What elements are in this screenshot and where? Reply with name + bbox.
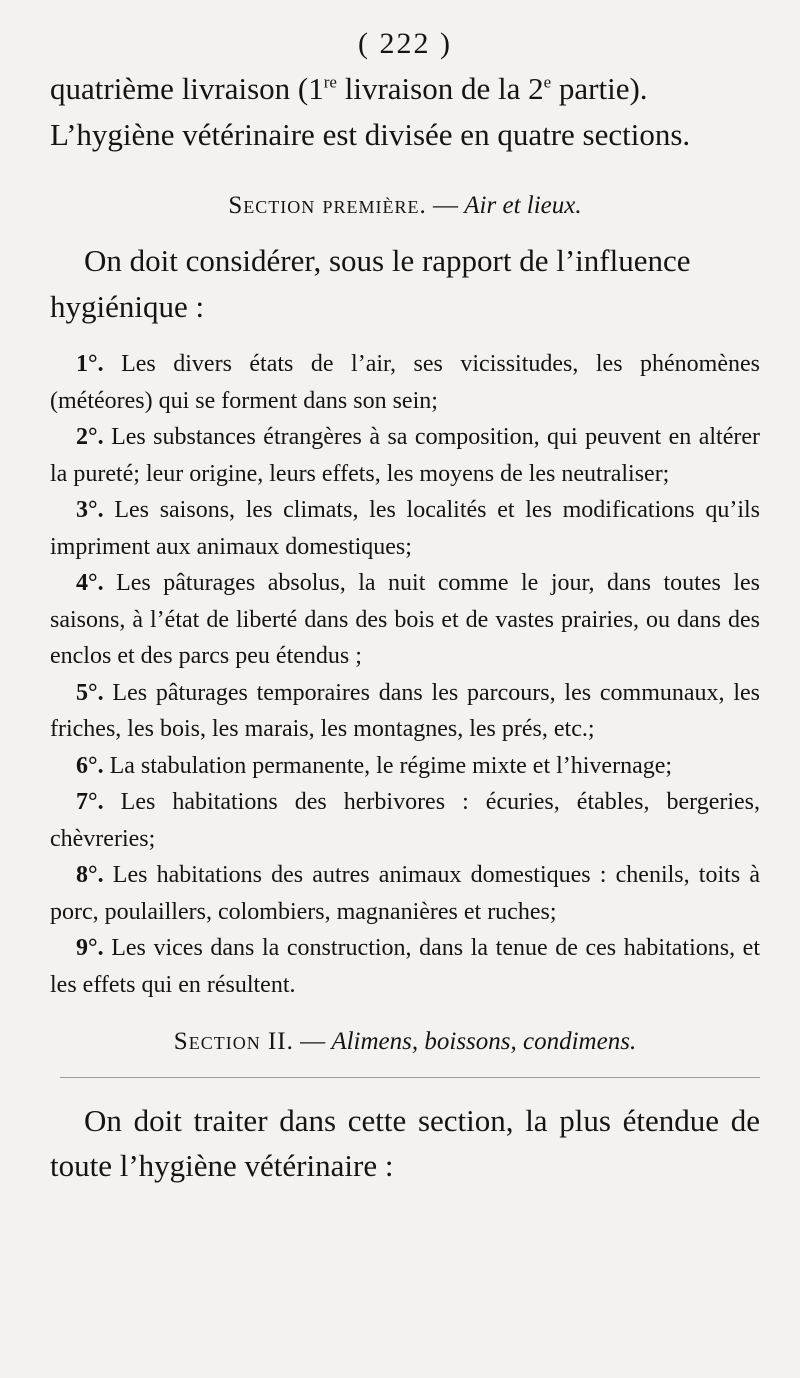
item-number: 9°. <box>76 935 104 961</box>
superscript-re: re <box>323 72 337 92</box>
section-1-title: Air et lieux. <box>464 192 582 219</box>
continuation-line2: L’hygiène vétérinaire est divisée en quatre sections. <box>50 117 691 152</box>
item-number: 8°. <box>76 862 104 888</box>
item-text: Les habitations des herbivores : écuries, étables, bergeries, chèvreries; <box>50 789 760 852</box>
section-1-heading <box>50 178 760 234</box>
superscript-e: e <box>543 72 552 92</box>
divider <box>60 1077 760 1078</box>
item-text: La stabulation permanente, le régime mixte et l’hivernage; <box>103 752 673 779</box>
list-item <box>50 565 760 675</box>
item-text: Les habitations des autres animaux domestiques : chenils, toits à porc, poulaillers, colombiers, magnanières et ruches; <box>50 862 760 925</box>
continuation-text <box>50 66 760 158</box>
list-item <box>50 748 760 785</box>
list-item <box>50 930 760 1003</box>
item-number: 1°. <box>76 351 104 377</box>
list-item <box>50 675 760 748</box>
item-text: Les saisons, les climats, les localités et les modifications qu’ils impriment aux animaux domestiques; <box>50 497 760 560</box>
item-text: Les substances étrangères à sa composition, qui peuvent en altérer la pureté; leur origine, leurs effets, les moyens de les neutraliser; <box>50 424 760 487</box>
item-text: Les vices dans la construction, dans la tenue de ces habitations, et les effets qui en résultent. <box>50 935 760 998</box>
item-number: 6°. <box>76 752 104 779</box>
item-number: 4°. <box>76 570 104 596</box>
continuation-part3: partie). <box>551 71 648 106</box>
item-number: 3°. <box>76 497 104 523</box>
item-text: Les pâturages temporaires dans les parcours, les communaux, les friches, les bois, les marais, les montagnes, les prés, etc.; <box>50 679 760 742</box>
continuation-part1: quatrième livraison (1 <box>50 71 324 106</box>
continuation-part2: livraison de la 2 <box>336 71 544 106</box>
section-2-label: Section II. <box>173 1028 294 1055</box>
list-item <box>50 346 760 419</box>
section-1-items <box>50 346 760 1003</box>
item-number: 7°. <box>76 789 104 815</box>
list-item <box>50 784 760 857</box>
list-item <box>50 492 760 565</box>
item-number: 2°. <box>76 424 104 450</box>
section-2-heading <box>50 1013 760 1071</box>
item-text: Les pâturages absolus, la nuit comme le jour, dans toutes les saisons, à l’état de liberté dans des bois et de vastes prairies, ou dans des enclos et des parcs peu étendus ; <box>50 570 760 669</box>
section-1-intro: On doit considérer, sous le rapport de l’influence hygiénique : <box>50 243 691 324</box>
section-2-intro: On doit traiter dans cette section, la plus étendue de toute l’hygiène vétérinaire : <box>50 1103 760 1183</box>
item-number: 5°. <box>76 679 104 706</box>
list-item <box>50 857 760 930</box>
page <box>50 22 760 1188</box>
section-1-label: Section première. <box>228 192 427 219</box>
section-2-dash: — <box>293 1028 332 1055</box>
section-1-dash: — <box>426 192 465 219</box>
page-number: ( 222 ) <box>358 27 452 60</box>
item-text: Les divers états de l’air, ses vicissitudes, les phénomènes (météores) qui se forment dans son sein; <box>50 351 760 414</box>
list-item <box>50 419 760 492</box>
section-2-title: Alimens, boissons, condimens. <box>331 1028 637 1055</box>
